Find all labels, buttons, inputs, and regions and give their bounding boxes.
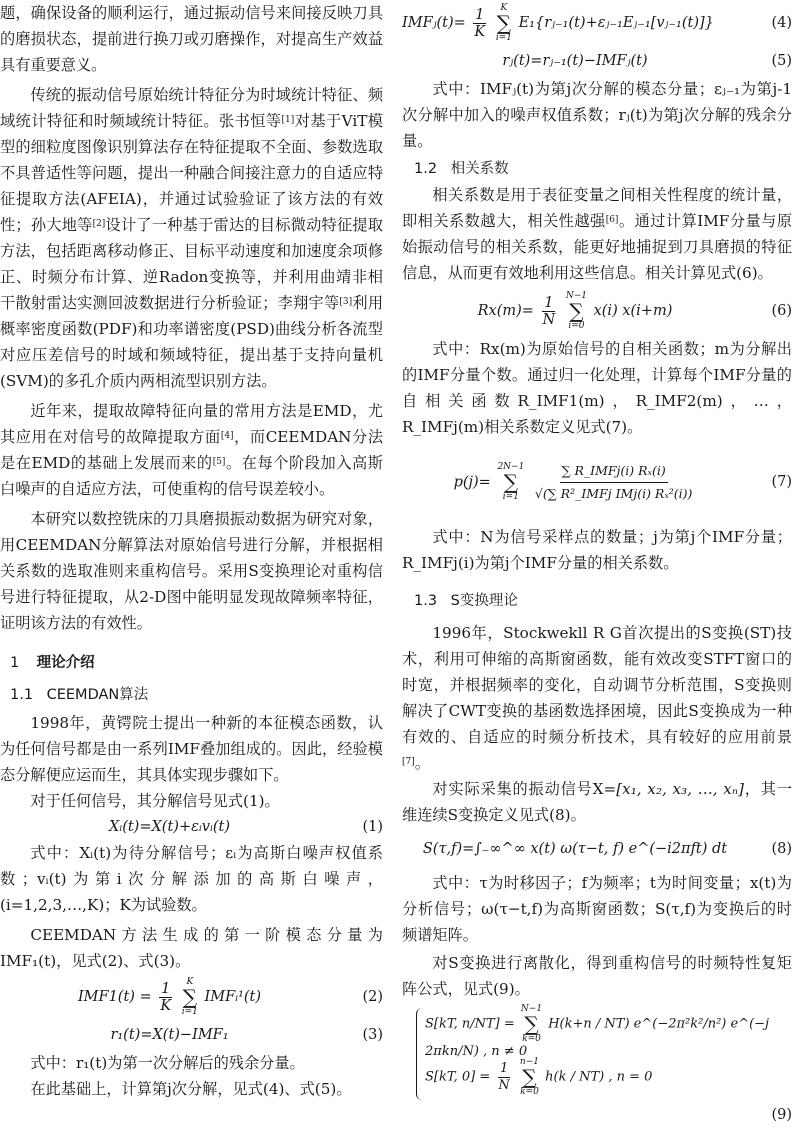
sigma-symbol: ∑ bbox=[503, 470, 519, 494]
equation-lhs: IMF1(t) = bbox=[77, 989, 152, 1005]
paragraph-study-overview: 本研究以数控铣床的刀具磨损振动数据为研究对象，用CEEMDAN分解算法对原始信号进行分解，并根据相关系数的选取准则来重构信号。采用S变换理论对重构信号进行特征提取，从2-D图中能明显发现故障频率特征，证明该方法的有效性。 bbox=[0, 510, 383, 632]
text: 。在每个阶段加入高斯白噪声的自适应方法，可使重构的信号误差较小。 bbox=[0, 454, 383, 498]
equation-body: Xᵢ(t)=X(t)+εᵢvᵢ(t) bbox=[108, 819, 231, 835]
paragraph-s-transform bbox=[402, 620, 792, 776]
equation-1 bbox=[0, 814, 383, 840]
sum-upper: 2N−1 bbox=[497, 462, 525, 472]
equation-body bbox=[402, 460, 748, 505]
section-title: 相关系数 bbox=[450, 161, 509, 177]
paragraph-discretization: 对S变换进行离散化，得到重构信号的时频特性复矩阵公式，见式(9)。 bbox=[402, 954, 792, 998]
numerator: ∑ R_IMFj(i) Rₓ(i) bbox=[560, 460, 668, 483]
summation bbox=[566, 291, 587, 331]
equation-6 bbox=[402, 286, 792, 336]
equation-body bbox=[425, 1057, 792, 1097]
equation-lhs: p(j)= bbox=[453, 474, 491, 490]
text: ，其一维连续S变换定义见式(8)。 bbox=[402, 780, 793, 824]
fraction bbox=[533, 460, 695, 505]
section-title: S变换理论 bbox=[450, 593, 518, 609]
paragraph-vibration-signal bbox=[402, 776, 792, 828]
sum-upper: N−1 bbox=[520, 1003, 543, 1014]
equation-rhs: h(k / NT) , n = 0 bbox=[545, 1069, 653, 1085]
citation-1: [1] bbox=[281, 115, 295, 125]
paragraph-eq7-explanation: 式中：N为信号采样点的数量；j为第j个IMF分量；R_IMFj(i)为第j个IMF分量的相关系数。 bbox=[402, 528, 792, 572]
signal-vector: [x₁, x₂, x₃, …, xₙ] bbox=[616, 780, 744, 798]
section-number: 1.2 bbox=[414, 161, 438, 177]
paragraph-eq8-explanation: 式中：τ为时移因子；f为频率；t为时间变量；x(t)为分析信号；ω(τ−t,f)为高斯窗函数；S(τ,f)为变换后的时频谱矩阵。 bbox=[402, 874, 792, 944]
equation-body bbox=[425, 1004, 792, 1059]
paragraph-correlation bbox=[402, 182, 792, 286]
equation-4 bbox=[402, 0, 792, 46]
paragraph-eq1-explanation: 式中：Xᵢ(t)为待分解信号；εᵢ为高斯白噪声权值系数；vᵢ(t)为第i次分解添加的高斯白噪声，(i=1,2,3,…,K)；K为试验数。 bbox=[0, 844, 383, 914]
numerator: 1 bbox=[499, 1060, 509, 1076]
paragraph-autocorrelation: 式中：Rx(m)为原始信号的自相关函数；m为分解出的IMF分量个数。通过归一化处理，计算每个IMF分量的自相关函数R_IMF1(m)，R_IMF2(m)，…，R_IMFj(m)相关系数定义见式(7)。 bbox=[402, 340, 792, 436]
text: 对实际采集的振动信号X= bbox=[432, 780, 617, 798]
sum-lower: i=1 bbox=[495, 33, 512, 43]
text: 设计了一种基于雷达的目标微动特征提取方法，包括距离移动修正、目标平动速度和加速度余项修正、时频分布计算、逆Radon变换等，并利用曲靖非相干散射雷达实测回波数据进行分析验证；李翔宇等 bbox=[0, 216, 384, 312]
section-heading-1 bbox=[0, 650, 383, 676]
summation bbox=[520, 1057, 539, 1097]
denominator: √(∑ R²_IMFj IMj(i) Rₓ²(i)) bbox=[534, 485, 693, 501]
right-column bbox=[402, 0, 792, 1130]
section-title: 理论介绍 bbox=[36, 655, 95, 671]
equation-lhs: Rx(m)= bbox=[477, 303, 534, 319]
sum-lower: i=0 bbox=[568, 321, 585, 331]
equation-number: (4) bbox=[771, 15, 792, 31]
denominator: K bbox=[160, 997, 172, 1014]
text: 相关系数是用于表征变量之间相关性程度的统计量，即相关系数越大，相关性越强 bbox=[402, 186, 792, 230]
section-number: 1 bbox=[10, 655, 20, 671]
equation-number: (8) bbox=[771, 841, 792, 857]
paragraph-recent-methods bbox=[0, 398, 383, 502]
citation-4: [4] bbox=[220, 431, 234, 441]
sigma-symbol: ∑ bbox=[524, 1011, 539, 1036]
section-heading-1-2 bbox=[402, 156, 792, 182]
section-number: 1.3 bbox=[414, 593, 438, 609]
equation-lhs: S[kT, n/NT] = bbox=[425, 1016, 515, 1031]
numerator: 1 bbox=[544, 294, 554, 311]
equation-body: S(τ,f)=∫₋∞^∞ x(t) ω(τ−t, f) e^(−i2πft) dt bbox=[422, 841, 728, 857]
equation-rhs: x(i) x(i+m) bbox=[593, 303, 673, 319]
paragraph-intro-end: 题，确保设备的顺利运行，通过振动信号来间接反映刀具的磨损状态，提前进行换刀或刃磨操作，对提高生产效益具有重要意义。 bbox=[0, 4, 383, 74]
equation-9-system bbox=[416, 1003, 792, 1100]
equation-2 bbox=[0, 974, 383, 1020]
section-heading-1-1 bbox=[0, 682, 383, 708]
equation-rhs: E₁{rⱼ₋₁(t)+εⱼ₋₁Eⱼ₋₁[vⱼ₋₁(t)]} bbox=[518, 15, 714, 31]
text: 。 bbox=[414, 754, 430, 772]
equation-rhs: H(k+n / NT) e^(−2π²k²/n²) e^(−j 2πkn/N) , n ≠ 0 bbox=[425, 1016, 770, 1059]
sigma-symbol: ∑ bbox=[522, 1065, 537, 1089]
section-title: CEEMDAN算法 bbox=[46, 687, 149, 703]
equation-lhs: IMFⱼ(t)= bbox=[402, 15, 466, 31]
fraction bbox=[472, 7, 487, 40]
equation-9a bbox=[425, 1003, 792, 1059]
equation-number: (6) bbox=[771, 303, 792, 319]
denominator: N bbox=[542, 311, 556, 328]
equation-number: (9) bbox=[771, 1107, 792, 1123]
paragraph-eq5-explanation: 式中：IMFⱼ(t)为第j次分解的模态分量；εⱼ₋₁为第j-1次分解中加入的噪声权值系数；rⱼ(t)为第j次分解的残余分量。 bbox=[402, 80, 792, 150]
summation bbox=[497, 462, 524, 502]
equation-body: r₁(t)=X(t)−IMF₁ bbox=[110, 1027, 229, 1043]
denominator: N bbox=[498, 1077, 510, 1093]
equation-9b bbox=[425, 1054, 792, 1100]
sum-lower: i=1 bbox=[502, 492, 519, 502]
equation-5 bbox=[402, 46, 792, 76]
fraction bbox=[158, 981, 173, 1014]
equation-number: (2) bbox=[362, 989, 383, 1005]
left-column bbox=[0, 0, 383, 1102]
equation-number: (5) bbox=[771, 53, 792, 69]
text: 传统的振动信号原始统计特征分为时域统计特征、频域统计特征和时频域统计特征。张书恒等 bbox=[0, 86, 383, 130]
paragraph-traditional-features bbox=[0, 82, 383, 394]
sum-upper: K bbox=[500, 3, 508, 13]
denominator: K bbox=[474, 23, 486, 40]
sigma-symbol: ∑ bbox=[569, 299, 584, 323]
citation-2: [2] bbox=[92, 219, 106, 229]
paragraph-signal-decomposition: 对于任何信号，其分解信号见式(1)。 bbox=[30, 792, 280, 810]
summation bbox=[496, 3, 512, 43]
text: 近年来，提取故障特征向量的常用方法是EMD，尤其应用在对信号的故障提取方面 bbox=[0, 402, 383, 446]
citation-6: [6] bbox=[605, 215, 619, 225]
equation-3 bbox=[0, 1020, 383, 1050]
text: 。通过计算IMF分量与原始振动信号的相关系数，能更好地捕捉到刀具磨损的特征信息，从而更有效地利用这些信息。相关计算见式(6)。 bbox=[402, 212, 793, 282]
equation-7 bbox=[402, 440, 792, 524]
paragraph-jth-decomposition: 在此基础上，计算第j次分解，见式(4)、式(5)。 bbox=[30, 1080, 352, 1098]
sum-lower: i=1 bbox=[181, 1007, 198, 1017]
section-number: 1.1 bbox=[10, 687, 34, 703]
numerator: 1 bbox=[161, 980, 171, 997]
equation-body bbox=[0, 977, 339, 1017]
sigma-symbol: ∑ bbox=[496, 11, 512, 35]
citation-3: [3] bbox=[339, 297, 353, 307]
sum-lower: k=0 bbox=[522, 1033, 541, 1044]
citation-7: [7] bbox=[402, 757, 415, 767]
text: 1996年，Stockwekll R G首次提出的S变换(ST)技术，利用可伸缩的高斯窗函数，能有效改变STFT窗口的时宽，并根据频率的变化，自动调节分析范围，S变换则解决了CWT变换的基函数选择困境，因此S变换成为一种有效的、自适应的时频分析技术，具有较好的应用前景 bbox=[402, 624, 792, 746]
equation-8 bbox=[402, 828, 792, 870]
equation-rhs: IMFᵢ¹(t) bbox=[204, 989, 262, 1005]
equation-lhs: S[kT, 0] = bbox=[425, 1069, 491, 1085]
paragraph-eq3-explanation: 式中：r₁(t)为第一次分解后的残余分量。 bbox=[30, 1054, 305, 1072]
sigma-symbol: ∑ bbox=[182, 985, 197, 1009]
sum-upper: N−1 bbox=[565, 291, 587, 301]
summation bbox=[182, 977, 198, 1017]
numerator: 1 bbox=[475, 6, 485, 23]
text: 对基于ViT模型的细粒度图像识别算法存在特征提取不全面、参数选取不具普适性等问题，提出一种融合间接注意力的自适应特征提取方法(AFEIA)，并通过试验验证了该方法的有效性；孙大地等 bbox=[0, 112, 383, 234]
equation-body: rⱼ(t)=rⱼ₋₁(t)−IMFⱼ(t) bbox=[502, 53, 648, 69]
section-heading-1-3 bbox=[402, 588, 792, 614]
summation bbox=[521, 1004, 542, 1044]
text: ，而CEEMDAN分法是在EMD的基础上发展而来的 bbox=[0, 428, 384, 472]
paragraph-first-mode: CEEMDAN方法生成的第一阶模态分量为IMF₁(t)，见式(2)、式(3)。 bbox=[0, 926, 383, 970]
equation-number: (7) bbox=[771, 474, 792, 490]
equation-body bbox=[402, 291, 748, 331]
sum-lower: k=0 bbox=[520, 1087, 539, 1097]
fraction bbox=[496, 1061, 511, 1094]
fraction bbox=[541, 295, 558, 328]
equation-body bbox=[402, 3, 748, 43]
sum-upper: n−1 bbox=[519, 1057, 539, 1067]
equation-number: (3) bbox=[362, 1027, 383, 1043]
equation-number: (1) bbox=[362, 819, 383, 835]
paragraph-emd-history: 1998年，黄锷院士提出一种新的本征模态函数，认为任何信号都是由一系列IMF叠加组成的。因此，经验模态分解便应运而生，其具体实现步骤如下。 bbox=[0, 714, 383, 784]
sum-upper: K bbox=[186, 977, 194, 987]
text: 利用概率密度函数(PDF)和功率谱密度(PSD)曲线分析各流型对应压差信号的时域和频域特征，提出基于支持向量机(SVM)的多孔介质内两相流型识别方法。 bbox=[0, 294, 384, 390]
citation-5: [5] bbox=[212, 457, 226, 467]
